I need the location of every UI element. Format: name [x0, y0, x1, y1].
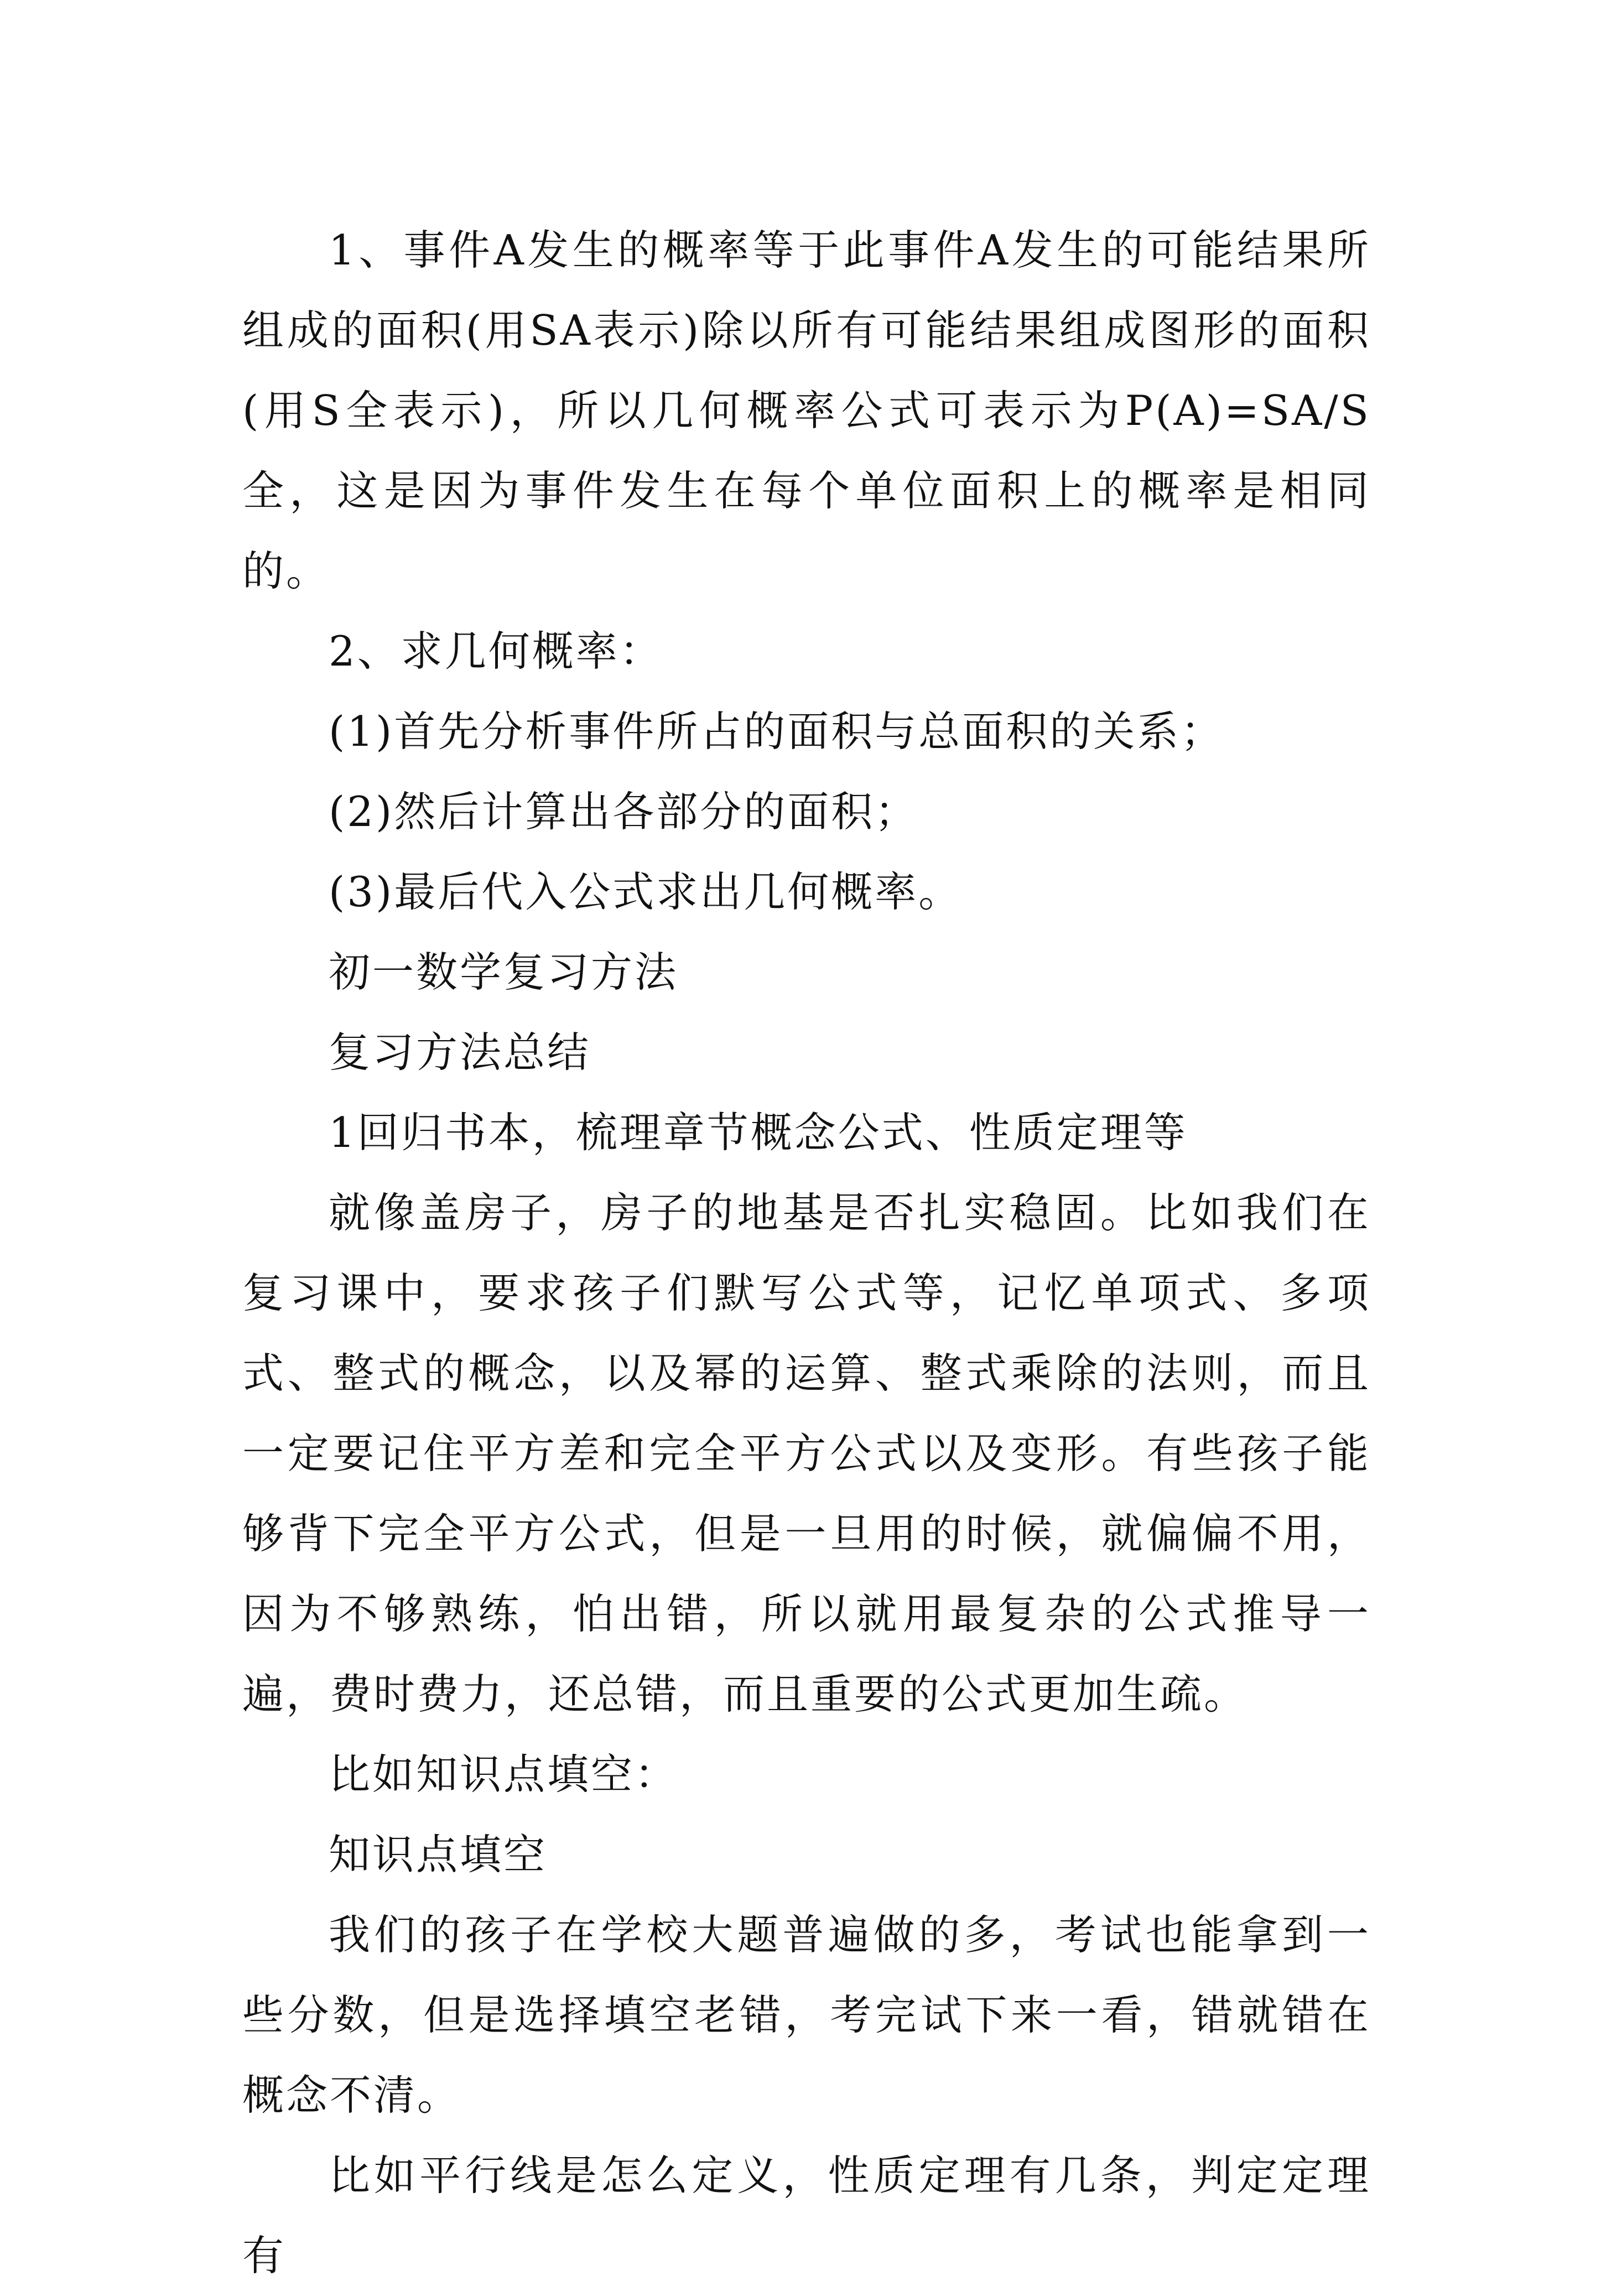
paragraph-parallel-lines: 比如平行线是怎么定义，性质定理有几条，判定定理有 — [242, 2151, 1371, 2280]
section-heading-summary: 复习方法总结 — [329, 1028, 591, 1077]
paragraph-point-1-heading: 1回归书本，梳理章节概念公式、性质定理等 — [329, 1108, 1188, 1157]
paragraph-solve-heading: 2、求几何概率： — [329, 627, 663, 676]
document-page — [242, 210, 1371, 2296]
paragraph-step-3: (3)最后代入公式求出几何概率。 — [329, 868, 963, 916]
paragraph-fill-blank-heading: 知识点填空 — [329, 1830, 548, 1879]
paragraph-foundation: 就像盖房子，房子的地基是否扎实稳固。比如我们在复习课中，要求孩子们默写公式等，记忆单项式、多项式、整式的概念，以及幂的运算、整式乘除的法则，而且一定要记住平方差和完全平方公式以及变形。有些孩子能够背下完全平方公式，但是一旦用的时候，就偏偏不用，因为不够熟练，怕出错，所以就用最复杂的公式推导一遍，费时费力，还总错，而且重要的公式更加生疏。 — [242, 1188, 1371, 1718]
paragraph-fill-blank-intro: 比如知识点填空： — [329, 1750, 679, 1799]
paragraph-step-2: (2)然后计算出各部分的面积； — [329, 787, 919, 836]
paragraph-concept-errors: 我们的孩子在学校大题普遍做的多，考试也能拿到一些分数，但是选择填空老错，考完试下来一看，错就错在概念不清。 — [242, 1910, 1371, 2120]
paragraph-geometric-probability-definition: 1、事件A发生的概率等于此事件A发生的可能结果所组成的面积(用SA表示)除以所有可能结果组成图形的面积(用S全表示)，所以几何概率公式可表示为P(A)=SA/S全，这是因为事件发生在每个单位面积上的概率是相同的。 — [242, 226, 1371, 595]
paragraph-step-1: (1)首先分析事件所占的面积与总面积的关系； — [329, 707, 1225, 756]
section-heading-review-methods: 初一数学复习方法 — [329, 948, 679, 996]
